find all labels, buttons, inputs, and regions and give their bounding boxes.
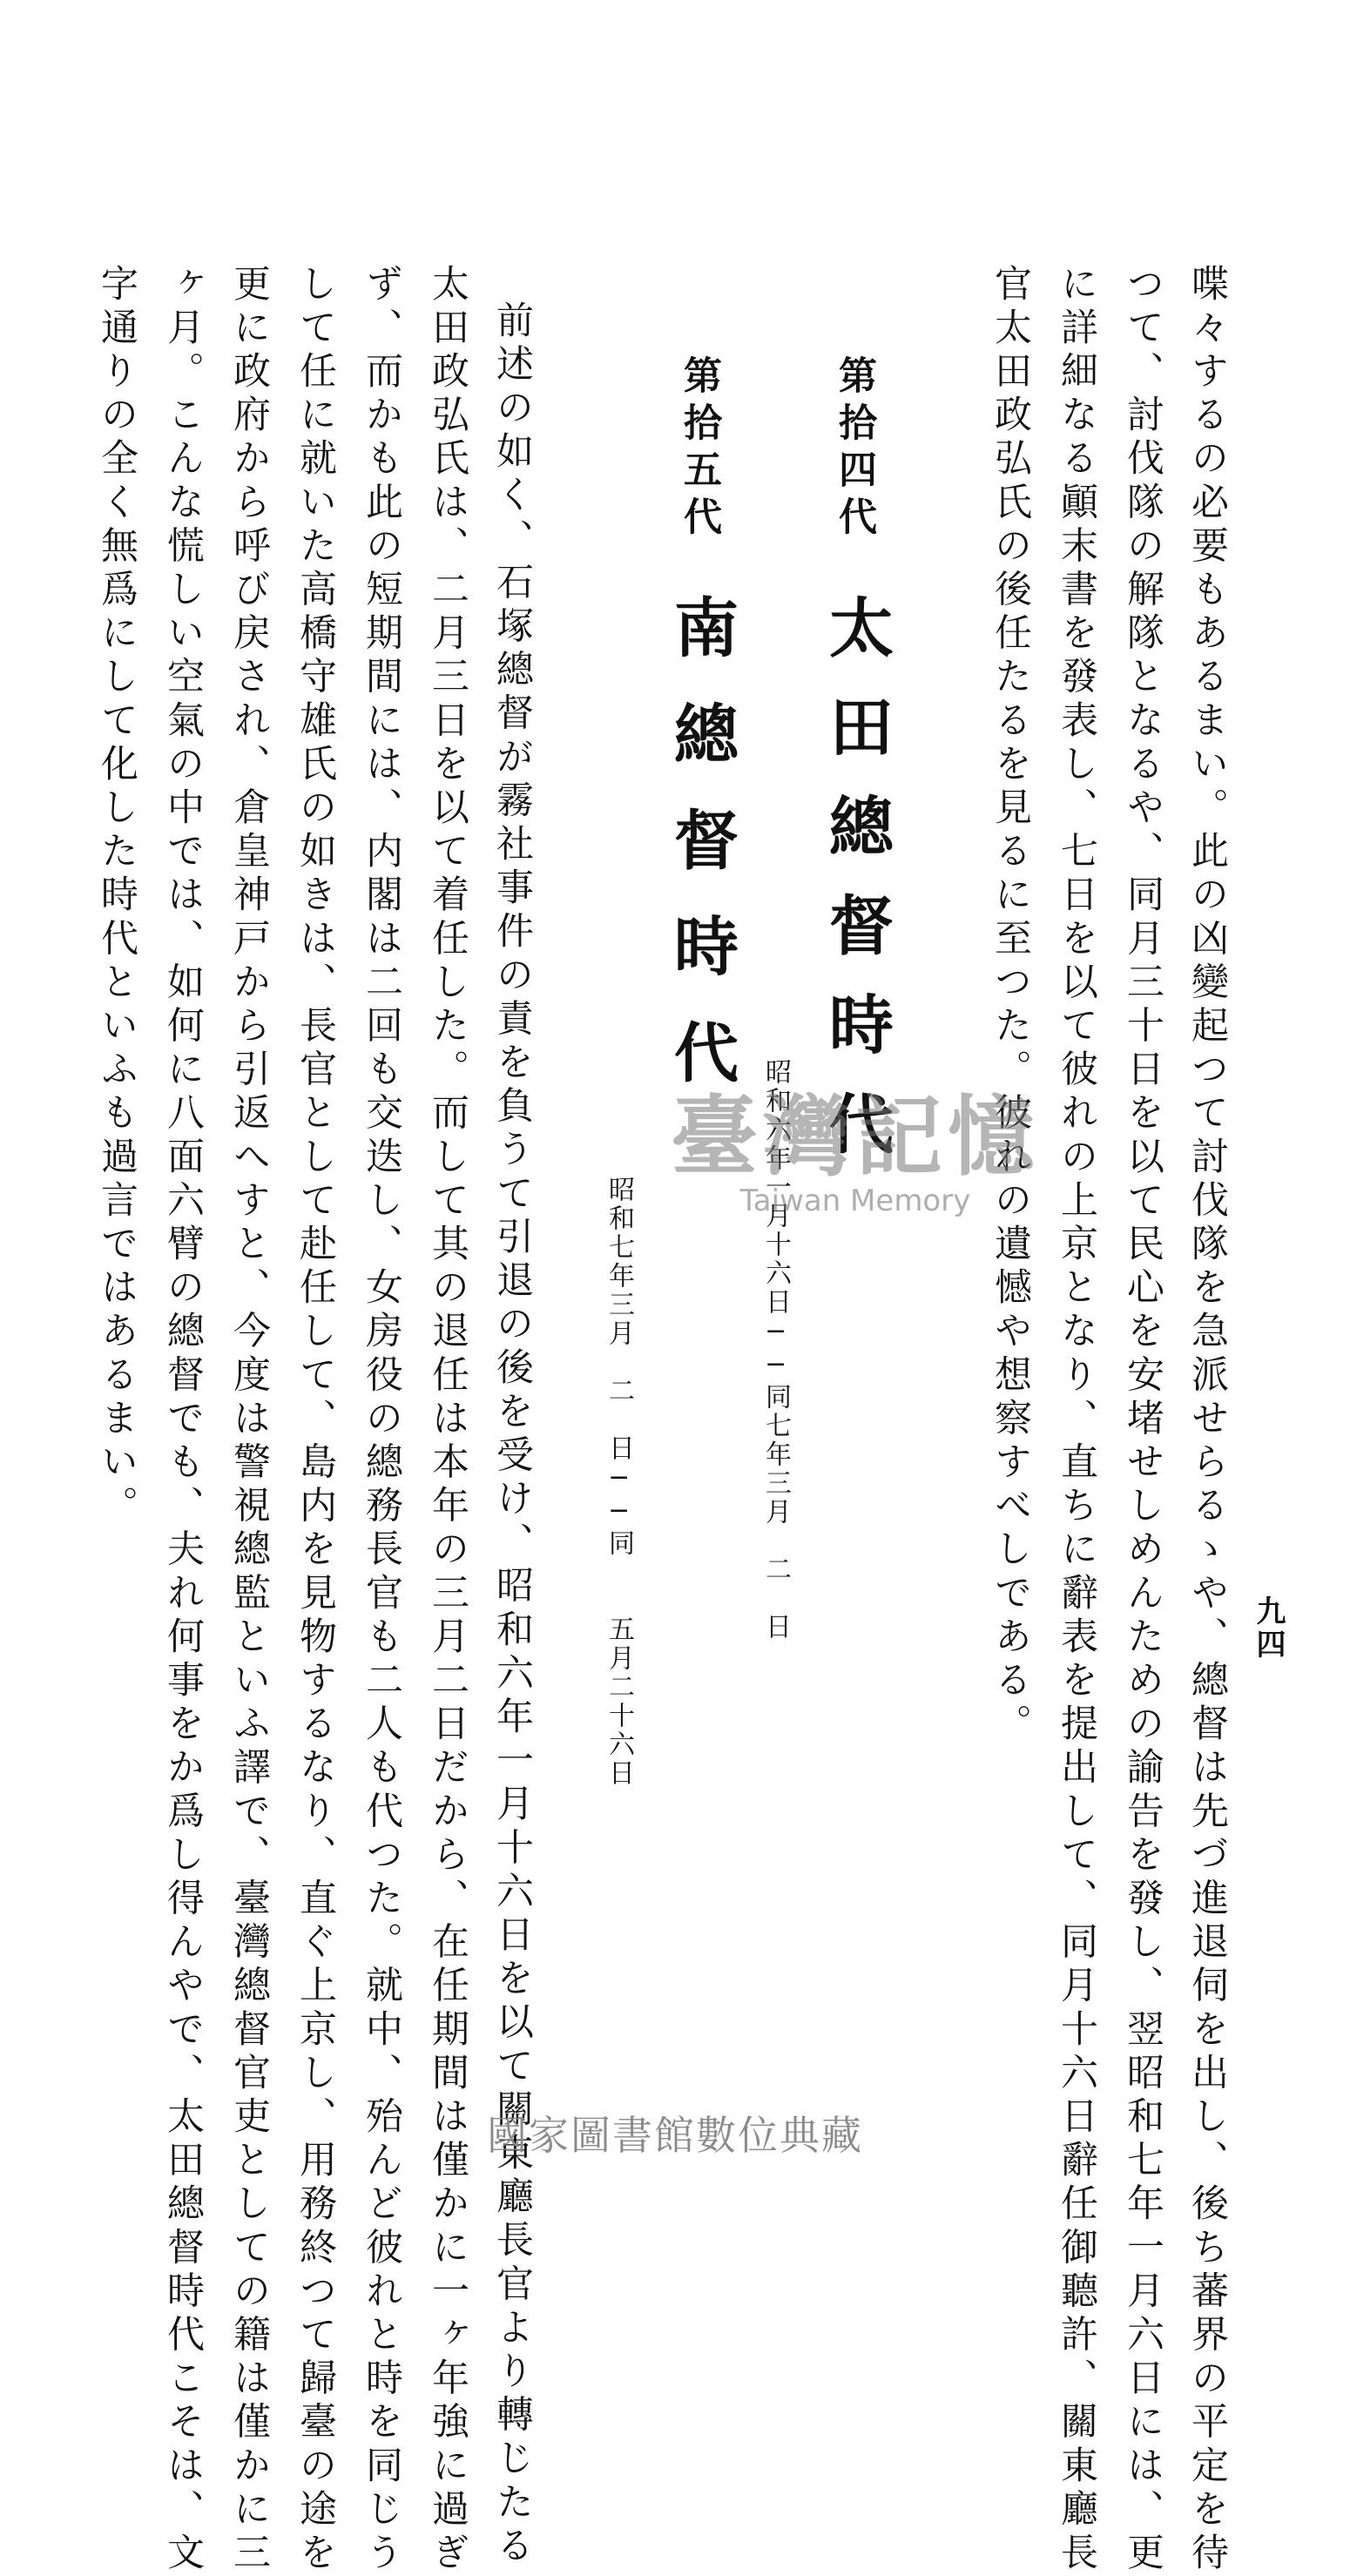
section-14-title: 太田總督時代 [819, 594, 894, 1190]
previous-text-line-1: 喋々するの必要もあるまい。此の凶變起つて討伐隊を急派せらるゝや、總督は先づ進退伺を出し、後ち蕃界の平定を待 [1185, 264, 1229, 2576]
footer-archive-label: 國家圖書館數位典藏 [487, 2112, 863, 2159]
previous-text-line-2: つて、討伐隊の解隊となるや、同月三十日を以て民心を安堵せしめんための諭告を發し、翌昭和七年一月六日には、更 [1121, 264, 1164, 2576]
previous-text-line-4: 官太田政弘氏の後任たるを見るに至つた。彼れの遺憾や想察すべしである。 [989, 264, 1032, 1748]
body-text-line-6: ヶ月。こんな慌しい空氣の中では、如何に八面六臂の總督でも、夫れ何事をか爲し得んやで、太田總督時代こそは、文 [161, 264, 205, 2576]
body-text-line-3: ず、而かも此の短期間には、内閣は二回も交迭し、女房役の總務長官も二人も代つた。就中、殆んど彼れと時を同じう [360, 264, 403, 2576]
section-14-label: 第拾四代 [832, 355, 876, 543]
body-text-line-2: 太田政弘氏は、二月三日を以て着任した。而して其の退任は本年の三月二日だから、在任期間は僅かに一ヶ年強に過ぎ [426, 264, 469, 2576]
section-15-dates: 昭和七年三月 二 日──同 五月二十六日 [604, 1176, 634, 1788]
section-15-label: 第拾五代 [677, 355, 721, 543]
section-14-dates: 昭和六年一月十六日──同七年三月 二 日 [760, 1058, 791, 1642]
page-number: 九四 [1251, 1595, 1286, 1662]
body-text-line-1: 前述の如く、石塚總督が霧社事件の責を負うて引退の後を受け、昭和六年一月十六日を以て關東廳長官より轉じたる [490, 300, 534, 2570]
body-text-line-4: して任に就いた高橋守雄氏の如きは、長官として赴任して、島内を見物するなり、直ぐ上京し、用務終つて歸臺の途を [294, 264, 337, 2576]
section-15-title: 南總督時代 [664, 594, 739, 1125]
body-text-line-7: 字通りの全く無爲にして化した時代といふも過言ではあるまい。 [95, 264, 138, 1529]
body-text-line-5: 更に政府から呼び戻され、倉皇神戸から引返へすと、今度は警視總監といふ譯で、臺灣總督官吏としての籍は僅かに三 [227, 264, 271, 2576]
previous-text-line-3: に詳細なる顚末書を發表し、七日を以て彼れの上京となり、直ちに辭表を提出して、同月十六日辭任御聽許、關東廳長 [1055, 264, 1098, 2576]
watermark-logo-text: 臺灣記憶 [671, 1085, 1040, 1188]
watermark-subtitle: Taiwan Memory [739, 1183, 971, 1218]
